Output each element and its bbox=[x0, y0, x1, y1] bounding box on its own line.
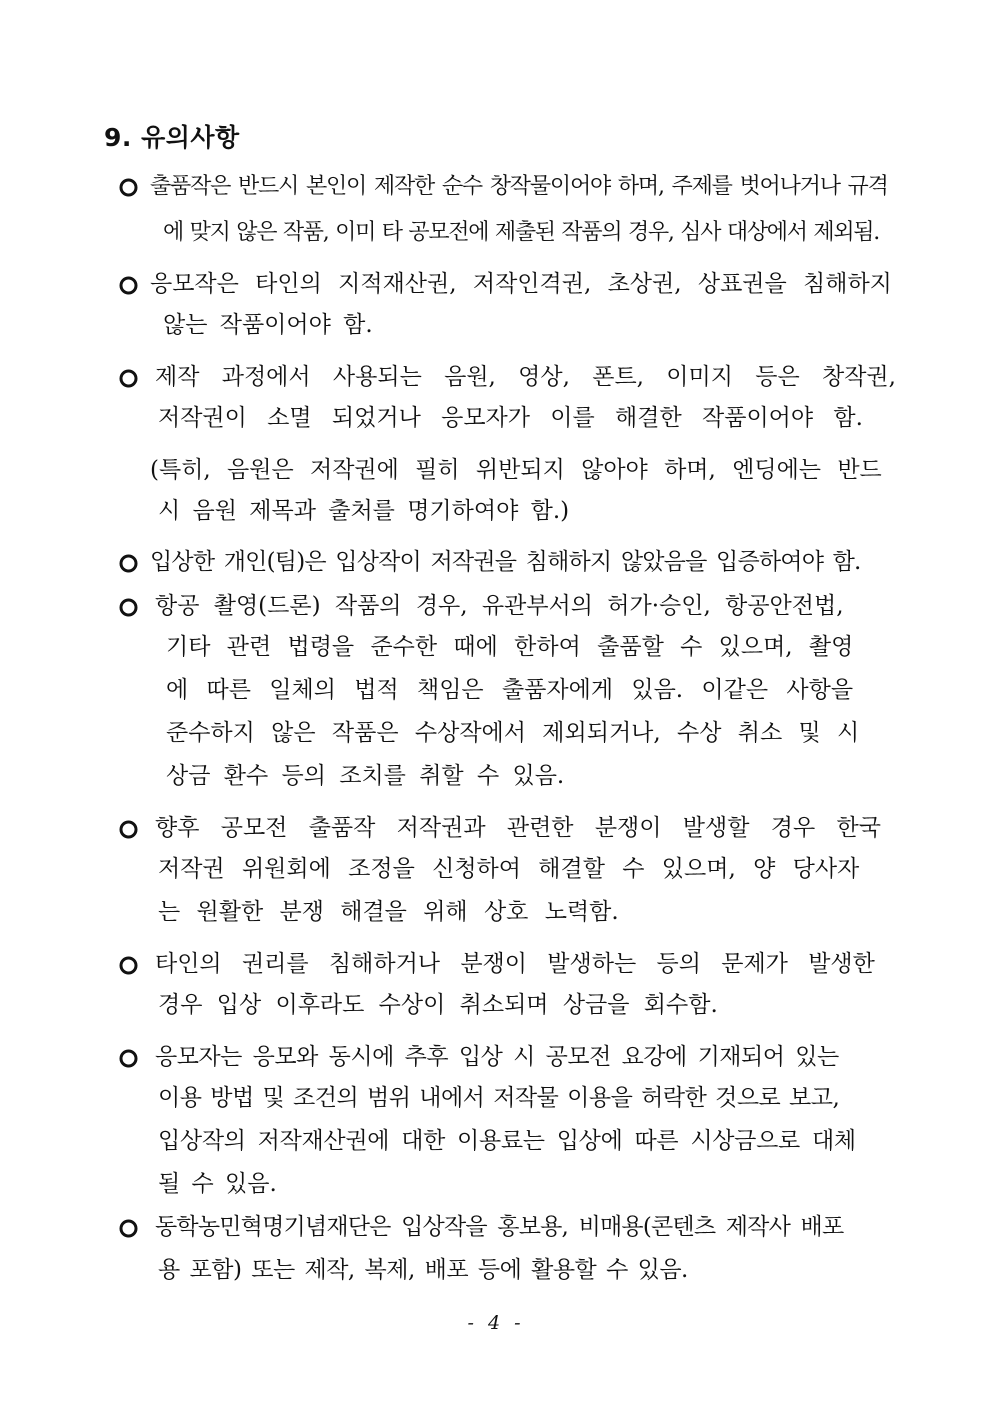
list-item-line: 준수하지 않은 작품은 수상작에서 제외되거나, 수상 취소 및 시 bbox=[166, 720, 860, 746]
list-item-line: 응모자는 응모와 동시에 추후 입상 시 공모전 요강에 기재되어 있는 bbox=[155, 1044, 839, 1070]
note-line: (특히, 음원은 저작권에 필히 위반되지 않아야 하며, 엔딩에는 반드 bbox=[150, 457, 882, 483]
list-item-line: 저작권이 소멸 되었거나 응모자가 이를 해결한 작품이어야 함. bbox=[158, 405, 863, 431]
list-item-line: 이용 방법 및 조건의 범위 내에서 저작물 이용을 허락한 것으로 보고, bbox=[158, 1085, 840, 1111]
note-line: 시 음원 제목과 출처를 명기하여야 함.) bbox=[158, 498, 570, 524]
hollow-circle-bullet-icon bbox=[118, 819, 139, 840]
hollow-circle-bullet-icon bbox=[118, 1048, 139, 1069]
list-item-line: 기타 관련 법령을 준수한 때에 한하여 출품할 수 있으며, 촬영 bbox=[166, 634, 854, 660]
list-item-line: 에 맞지 않은 작품, 이미 타 공모전에 제출된 작품의 경우, 심사 대상에서 제외됨. bbox=[163, 220, 879, 245]
list-item-line: 용 포함) 또는 제작, 복제, 배포 등에 활용할 수 있음. bbox=[158, 1257, 688, 1283]
list-item-line: 에 따른 일체의 법적 책임은 출품자에게 있음. 이같은 사항을 bbox=[166, 677, 854, 703]
hollow-circle-bullet-icon bbox=[118, 1218, 139, 1239]
list-item-line: 타인의 권리를 침해하거나 분쟁이 발생하는 등의 문제가 발생한 bbox=[155, 951, 875, 977]
list-item-line: 응모작은 타인의 지적재산권, 저작인격권, 초상권, 상표권을 침해하지 bbox=[150, 271, 892, 297]
page-number: - 4 - bbox=[467, 1312, 525, 1334]
list-item-line: 제작 과정에서 사용되는 음원, 영상, 폰트, 이미지 등은 창작권, bbox=[155, 364, 896, 390]
hollow-circle-bullet-icon bbox=[118, 553, 139, 574]
section-title: 9. 유의사항 bbox=[104, 123, 240, 152]
list-item-line: 경우 입상 이후라도 수상이 취소되며 상금을 회수함. bbox=[158, 992, 718, 1018]
list-item-line: 입상작의 저작재산권에 대한 이용료는 입상에 따른 시상금으로 대체 bbox=[158, 1128, 856, 1154]
list-item-line: 입상한 개인(팀)은 입상작이 저작권을 침해하지 않았음을 입증하여야 함. bbox=[150, 549, 861, 575]
list-item-line: 저작권 위원회에 조정을 신청하여 해결할 수 있으며, 양 당사자 bbox=[158, 856, 860, 882]
list-item-line: 상금 환수 등의 조치를 취할 수 있음. bbox=[166, 763, 565, 789]
list-item-line: 될 수 있음. bbox=[158, 1171, 277, 1197]
hollow-circle-bullet-icon bbox=[118, 597, 139, 618]
hollow-circle-bullet-icon bbox=[118, 955, 139, 976]
list-item-line: 는 원활한 분쟁 해결을 위해 상호 노력함. bbox=[158, 899, 619, 925]
hollow-circle-bullet-icon bbox=[118, 368, 139, 389]
hollow-circle-bullet-icon bbox=[118, 275, 139, 296]
list-item-line: 출품작은 반드시 본인이 제작한 순수 창작물이어야 하며, 주제를 벗어나거나 규격 bbox=[150, 174, 888, 199]
hollow-circle-bullet-icon bbox=[118, 177, 139, 198]
list-item-line: 향후 공모전 출품작 저작권과 관련한 분쟁이 발생할 경우 한국 bbox=[155, 815, 881, 841]
list-item-line: 항공 촬영(드론) 작품의 경우, 유관부서의 허가·승인, 항공안전법, bbox=[155, 593, 844, 619]
list-item-line: 않는 작품이어야 함. bbox=[163, 312, 373, 338]
list-item-line: 동학농민혁명기념재단은 입상작을 홍보용, 비매용(콘텐츠 제작사 배포 bbox=[155, 1214, 844, 1240]
